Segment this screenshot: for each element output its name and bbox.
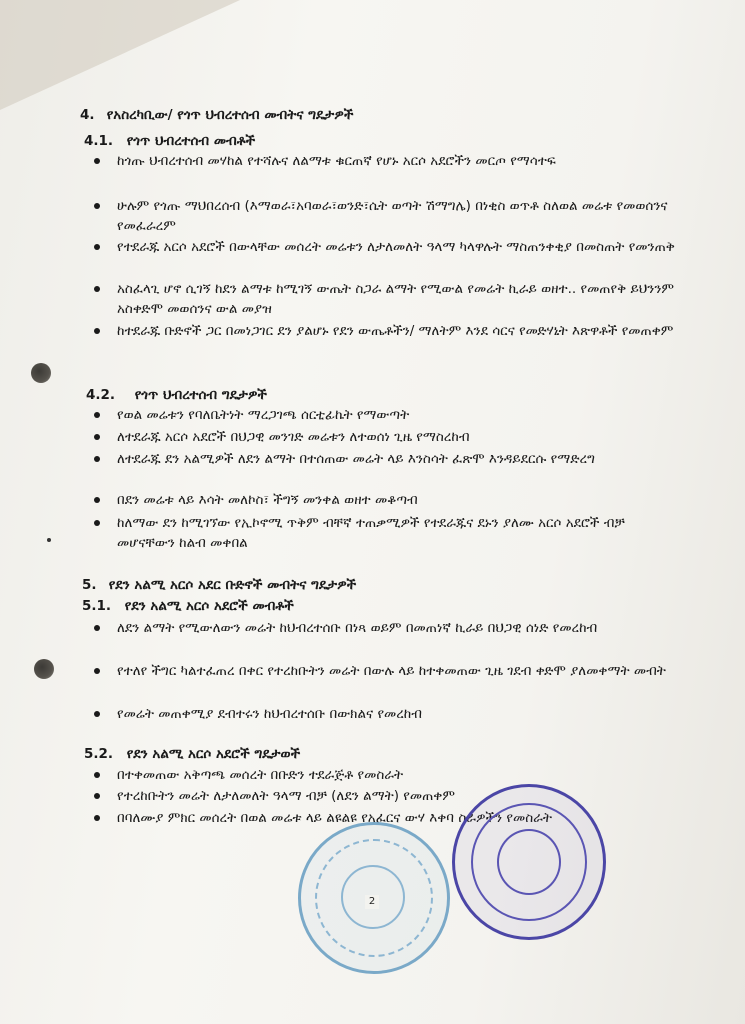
bullet-icon <box>94 203 100 209</box>
section-5-1-heading <box>82 596 294 616</box>
section-title: የጎጥ ህብረተሰብ ግዴታዎች <box>134 387 267 403</box>
section-number: 5. <box>82 577 97 593</box>
section-5-2-heading <box>84 744 300 764</box>
bullet-icon <box>94 328 100 334</box>
list-item: በደን መሬቱ ላይ እሳት መለኮስ፣ ችግኝ መንቀል ወዘተ መቆጣብ <box>117 490 677 510</box>
bullet-icon <box>94 815 100 821</box>
bullet-icon <box>94 244 100 250</box>
list-item: በባለሙያ ምክር መሰረት በወል መሬቱ ላይ ልዩልዩ የአፈርና ውሃ እቀባ ስራዎችን የመስራት <box>117 808 677 828</box>
list-item: ከጎጡ ህብረተሰብ መሃከል የተሻሉና ለልማቱ ቁርጠኛ የሆኑ አርሶ አደሮችን መርጦ የማሳተፍ <box>117 151 677 171</box>
list-item: አስፈላጊ ሆኖ ሲገኝ ከደን ልማቱ ከሚገኝ ውጤት ስጋራ ልማት የሚውል የመሬት ኪራይ ወዘተ.. የመጠየቅ ይህንንም አስቀድሞ መወሰንና ውል መያዝ <box>117 279 677 319</box>
bullet-icon <box>94 793 100 799</box>
bullet-icon <box>94 434 100 440</box>
page-number: 2 <box>365 895 379 909</box>
list-item: የተደራጁ አርሶ አደሮች በውላቸው መሰረት መሬቱን ለታለመለት ዓላማ ካላዋሉት ማስጠንቀቂያ በመስጠት የመንጠቅ <box>117 237 677 257</box>
bullet-icon <box>94 625 100 631</box>
bullet-icon <box>94 711 100 717</box>
section-number: 4.2. <box>86 387 116 403</box>
section-title: የጎጥ ህብረተሰብ መብቶች <box>126 133 256 149</box>
bullet-icon <box>94 158 100 164</box>
section-5-heading <box>82 575 356 595</box>
list-item: ከለማው ደን ከሚገኘው የኢኮኖሚ ጥቅም ብቸኛ ተጠቃሚዎች የተደራጁና ደኑን ያለሙ አርሶ አደሮች ብቻ መሆናቸውን ከልብ መቀበል <box>117 513 677 553</box>
list-item: የተረከቡትን መሬት ለታለመለት ዓላማ ብቻ (ለደን ልማት) የመጠቀም <box>117 786 677 806</box>
section-number: 4.1. <box>84 133 114 149</box>
list-item: ከተደራጁ ቡድኖች ጋር በመነጋገር ደን ያልሆኑ የደን ውጤቶችን/ ማለትም እንደ ሳርና የመድሃኒት እጽዋቶች የመጠቀም <box>117 321 677 341</box>
list-item: የመሬት መጠቀሚያ ደብተሩን ከህብረተሰቡ በውክልና የመረከብ <box>117 704 677 724</box>
section-number: 5.1. <box>82 598 112 614</box>
bullet-icon <box>94 520 100 526</box>
section-4-heading <box>80 105 353 125</box>
list-item: በተቀመጠው አቅጣጫ መሰረት በቡድን ተደራጅቶ የመስራት <box>117 765 677 785</box>
bullet-icon <box>94 286 100 292</box>
section-title: የደን አልሚ አርሶ አደሮች መብቶች <box>124 598 294 614</box>
section-4-1-heading <box>84 131 255 151</box>
bullet-icon <box>94 668 100 674</box>
list-item: ለተደራጁ አርሶ አደሮች በህጋዊ መንገድ መሬቱን ለተወሰነ ጊዜ የማስረከብ <box>117 427 677 447</box>
bullet-icon <box>94 772 100 778</box>
section-number: 5.2. <box>84 746 114 762</box>
list-item: ለደን ልማት የሚውለውን መሬት ከህብረተሰቡ በነጻ ወይም በመጠነኛ ኪራይ በህጋዊ ሰነድ የመረከብ <box>117 618 677 638</box>
list-item: ለተደራጁ ደን አልሚዎች ለደን ልማት በተሰጠው መሬት ላይ እንስሳት ፈጽሞ እንዳይደርሱ የማድረግ <box>117 449 677 469</box>
official-stamp-purple <box>452 784 606 940</box>
bullet-icon <box>94 412 100 418</box>
bullet-icon <box>94 497 100 503</box>
list-item: የወል መሬቱን የባለቤትነት ማረጋገጫ ሰርቲፊኬት የማውጣት <box>117 405 677 425</box>
section-title: የአስረካቢው/ የጎጥ ህብረተሰብ መብትና ግዴታዎች <box>106 107 354 123</box>
section-4-2-heading <box>86 385 267 405</box>
section-number: 4. <box>80 107 95 123</box>
list-item: የተለየ ችግር ካልተፈጠረ በቀር የተረከቡትን መሬት በውሉ ላይ ከተቀመጠው ጊዜ ገደብ ቀድሞ ያለመቀማት መብት <box>117 661 677 681</box>
section-title: የደን አልሚ አርሶ አደር ቡድኖች መብትና ግዴታዎች <box>108 577 357 593</box>
bullet-icon <box>94 456 100 462</box>
list-item: ሁሉም የጎጡ ማህበረሰብ (እማወራ፣አባወራ፣ወንድ፣ሴት ወጣት ሽማግሌ) በነቂስ ወጥቶ ስለወል መሬቱ የመወሰንና የመፈራረም <box>117 196 677 236</box>
section-title: የደን አልሚ አርሶ አደሮች ግዴታወች <box>126 746 301 762</box>
official-stamp-blue <box>298 822 450 974</box>
stamp-emblem <box>497 829 561 895</box>
